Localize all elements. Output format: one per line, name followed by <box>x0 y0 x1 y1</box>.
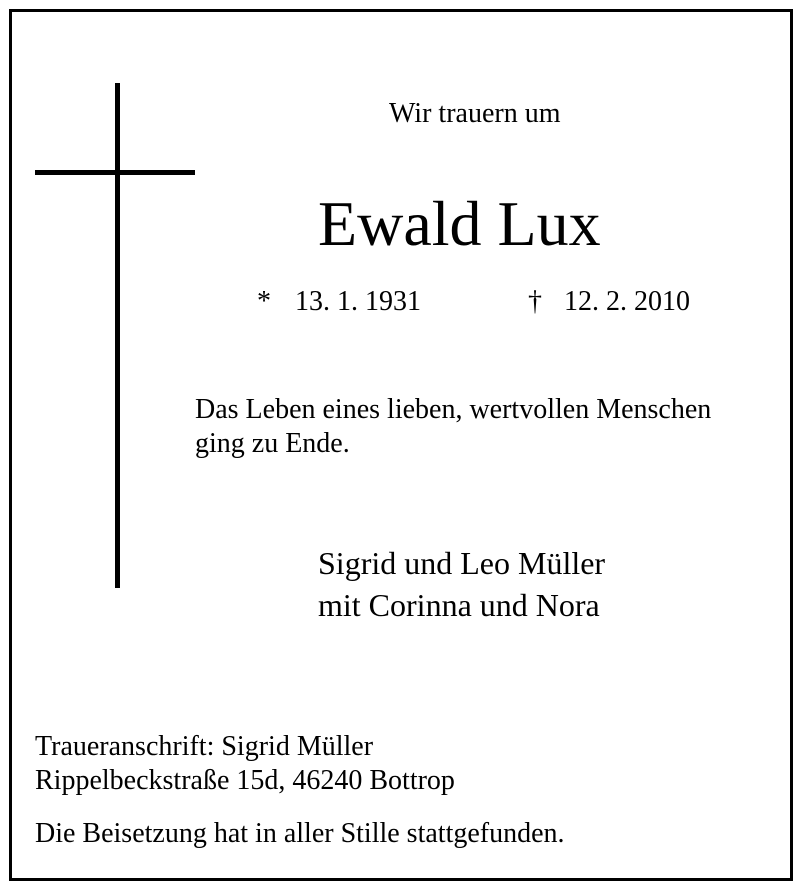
burial-note: Die Beisetzung hat in aller Stille stattgefunden. <box>35 818 565 849</box>
intro-text: Wir trauern um <box>389 98 561 129</box>
mourners-text: Sigrid und Leo Müller mit Corinna und Nora <box>318 545 606 623</box>
death-date: 12. 2. 2010 <box>564 286 690 317</box>
birth-date: 13. 1. 1931 <box>295 286 421 317</box>
birth-symbol: * <box>257 286 271 317</box>
deceased-name: Ewald Lux <box>318 188 601 259</box>
mourning-address: Traueranschrift: Sigrid Müller Rippelbeckstraße 15d, 46240 Bottrop <box>35 731 455 796</box>
cross-vertical-beam <box>115 83 120 588</box>
death-symbol: † <box>528 286 542 317</box>
tribute-text: Das Leben eines lieben, wertvollen Menschen ging zu Ende. <box>195 394 712 459</box>
obituary-notice <box>9 9 793 881</box>
cross-horizontal-beam <box>35 170 195 175</box>
